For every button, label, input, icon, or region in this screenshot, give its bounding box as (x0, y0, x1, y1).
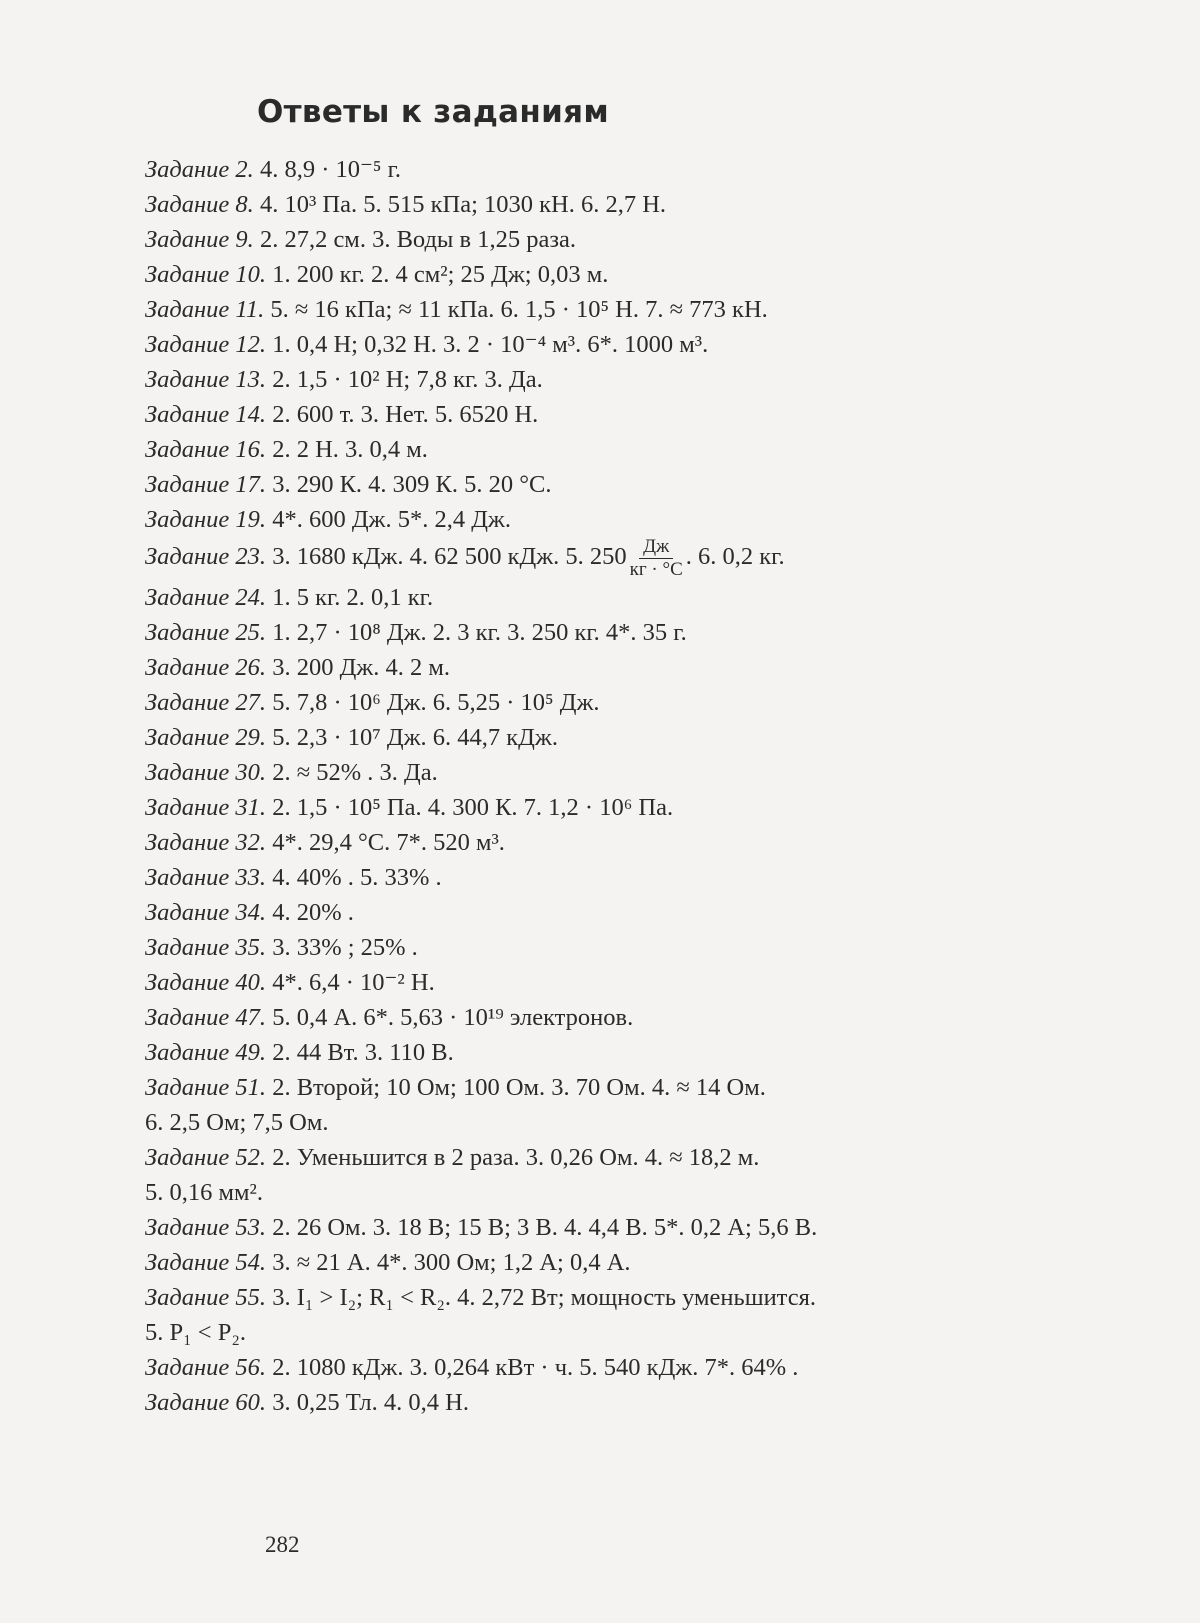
answer-text: 3. 0,25 Тл. 4. 0,4 Н. (272, 1389, 469, 1416)
answer-text: 2. 44 Вт. 3. 110 В. (272, 1039, 454, 1066)
task-label: Задание 16. (145, 436, 267, 463)
answer-row (145, 755, 1145, 790)
answer-row (145, 930, 1145, 965)
fraction-denominator: кг · °С (629, 559, 683, 580)
task-label: Задание 24. (145, 584, 267, 611)
page-title: Ответы к заданиям (257, 94, 609, 130)
answer-row (145, 1070, 1145, 1105)
answers-list (145, 152, 1145, 1420)
answer-text: 2. 1,5 · 10⁵ Па. 4. 300 К. 7. 1,2 · 10⁶ Па. (272, 794, 674, 821)
answer-text: 2. 26 Ом. 3. 18 В; 15 В; 3 В. 4. 4,4 В. 5*. 0,2 А; 5,6 В. (272, 1214, 818, 1241)
answer-row-continuation: 5. 0,16 мм². (145, 1179, 263, 1206)
answer-row (145, 895, 1145, 930)
answer-row (145, 222, 1145, 257)
task-label: Задание 47. (145, 1004, 267, 1031)
answer-text: . 6. 0,2 кг. (685, 543, 785, 571)
answer-text: 4. 8,9 · 10⁻⁵ г. (259, 156, 401, 183)
answer-row (145, 580, 1145, 615)
answer-row (145, 720, 1145, 755)
answer-row (145, 1245, 1145, 1280)
task-label: Задание 14. (145, 401, 267, 428)
answer-row (145, 860, 1145, 895)
answer-text: 4. 40% . 5. 33% . (272, 864, 442, 891)
answer-text: 4. 10³ Па. 5. 515 кПа; 1030 кН. 6. 2,7 Н. (259, 191, 667, 218)
answer-text: 1. 0,4 Н; 0,32 Н. 3. 2 · 10⁻⁴ м³. 6*. 1000 м³. (272, 331, 709, 358)
answer-text: 2. Уменьшится в 2 раза. 3. 0,26 Ом. 4. ≈ 18,2 м. (272, 1144, 760, 1171)
answer-text: 3. I₁ > I₂; R₁ < R₂. 4. 2,72 Вт; мощность уменьшится. (272, 1284, 816, 1311)
task-label: Задание 60. (145, 1389, 267, 1416)
answer-text: 1. 5 кг. 2. 0,1 кг. (272, 584, 434, 611)
answer-text: 3. 290 К. 4. 309 К. 5. 20 °С. (272, 471, 552, 498)
task-label: Задание 55. (145, 1284, 267, 1311)
answer-text: 5. 0,4 А. 6*. 5,63 · 10¹⁹ электронов. (272, 1004, 634, 1031)
answer-text: 1. 2,7 · 10⁸ Дж. 2. 3 кг. 3. 250 кг. 4*. 35 г. (272, 619, 687, 646)
task-label: Задание 10. (145, 261, 267, 288)
task-label: Задание 27. (145, 689, 267, 716)
task-label: Задание 11. (145, 296, 265, 323)
task-label: Задание 26. (145, 654, 267, 681)
answer-text: 2. Второй; 10 Ом; 100 Ом. 3. 70 Ом. 4. ≈ 14 Ом. (272, 1074, 766, 1101)
unit-fraction (630, 537, 683, 580)
answer-row (145, 1000, 1145, 1035)
task-label: Задание 56. (145, 1354, 267, 1381)
page-number: 282 (265, 1532, 300, 1557)
answer-text: 2. 600 т. 3. Нет. 5. 6520 Н. (272, 401, 539, 428)
task-label: Задание 12. (145, 331, 267, 358)
task-label: Задание 49. (145, 1039, 267, 1066)
answer-text: 2. 1080 кДж. 3. 0,264 кВт · ч. 5. 540 кДж. 7*. 64% . (272, 1354, 799, 1381)
answer-row (145, 432, 1145, 467)
task-label: Задание 17. (145, 471, 267, 498)
task-label: Задание 34. (145, 899, 267, 926)
task-label: Задание 32. (145, 829, 267, 856)
answer-text: 2. 2 Н. 3. 0,4 м. (272, 436, 428, 463)
answer-text: 5. ≈ 16 кПа; ≈ 11 кПа. 6. 1,5 · 10⁵ Н. 7. ≈ 773 кН. (270, 296, 768, 323)
answer-row (145, 1385, 1145, 1420)
answer-text: 3. ≈ 21 А. 4*. 300 Ом; 1,2 А; 0,4 А. (272, 1249, 631, 1276)
task-label: Задание 31. (145, 794, 267, 821)
answer-row (145, 1350, 1145, 1385)
answer-row (145, 1210, 1145, 1245)
answer-text: 4*. 29,4 °С. 7*. 520 м³. (272, 829, 505, 856)
answer-text: 2. ≈ 52% . 3. Да. (272, 759, 438, 786)
answer-row-continuation: 5. P₁ < P₂. (145, 1319, 247, 1346)
answer-text: 2. 27,2 см. 3. Воды в 1,25 раза. (259, 226, 576, 253)
task-label: Задание 2. (145, 156, 254, 183)
answer-text: 4*. 6,4 · 10⁻² Н. (272, 969, 435, 996)
answer-text: 4*. 600 Дж. 5*. 2,4 Дж. (272, 506, 511, 533)
answer-row (145, 467, 1145, 502)
task-label: Задание 23. (145, 543, 267, 571)
answer-row-continuation: 6. 2,5 Ом; 7,5 Ом. (145, 1109, 329, 1136)
task-label: Задание 9. (145, 226, 254, 253)
task-label: Задание 33. (145, 864, 267, 891)
answer-row (145, 362, 1145, 397)
fraction-numerator: Дж (639, 537, 673, 559)
answer-row (145, 1140, 1145, 1175)
task-label: Задание 19. (145, 506, 267, 533)
task-label: Задание 54. (145, 1249, 267, 1276)
answer-row (145, 1280, 1145, 1315)
answer-row (145, 650, 1145, 685)
answer-row (145, 152, 1145, 187)
answer-row (145, 397, 1145, 432)
task-label: Задание 51. (145, 1074, 267, 1101)
answer-row (145, 615, 1145, 650)
answer-text: 1. 200 кг. 2. 4 см²; 25 Дж; 0,03 м. (272, 261, 609, 288)
answer-row (145, 537, 1145, 580)
answer-text: 3. 200 Дж. 4. 2 м. (272, 654, 450, 681)
answer-row (145, 825, 1145, 860)
answer-row (145, 790, 1145, 825)
task-label: Задание 25. (145, 619, 267, 646)
answer-row (145, 965, 1145, 1000)
answer-row (145, 1035, 1145, 1070)
answer-text: 3. 1680 кДж. 4. 62 500 кДж. 5. 250 (272, 543, 627, 571)
answer-text: 2. 1,5 · 10² Н; 7,8 кг. 3. Да. (272, 366, 543, 393)
answer-row (145, 327, 1145, 362)
task-label: Задание 13. (145, 366, 267, 393)
answer-row (145, 502, 1145, 537)
task-label: Задание 53. (145, 1214, 267, 1241)
answer-row (145, 257, 1145, 292)
task-label: Задание 35. (145, 934, 267, 961)
task-label: Задание 40. (145, 969, 267, 996)
task-label: Задание 30. (145, 759, 267, 786)
answer-row (145, 187, 1145, 222)
answer-text: 5. 7,8 · 10⁶ Дж. 6. 5,25 · 10⁵ Дж. (272, 689, 600, 716)
answer-text: 5. 2,3 · 10⁷ Дж. 6. 44,7 кДж. (272, 724, 558, 751)
answer-row (145, 292, 1145, 327)
answer-text: 3. 33% ; 25% . (272, 934, 418, 961)
task-label: Задание 29. (145, 724, 267, 751)
answer-text: 4. 20% . (272, 899, 354, 926)
answer-row (145, 685, 1145, 720)
task-label: Задание 52. (145, 1144, 267, 1171)
task-label: Задание 8. (145, 191, 254, 218)
